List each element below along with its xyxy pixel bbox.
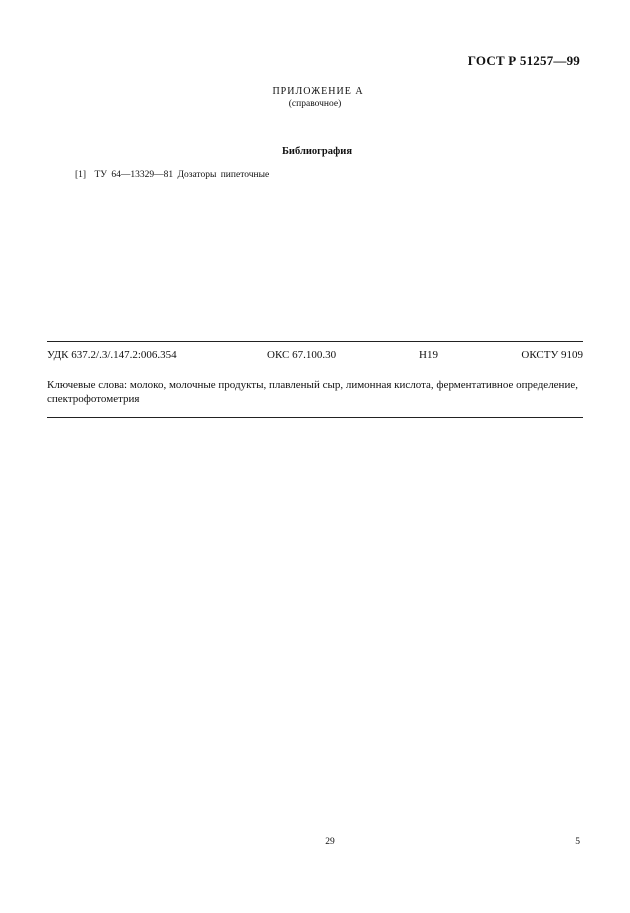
appendix-header bbox=[0, 86, 630, 110]
appendix-title: ПРИЛОЖЕНИЕ А bbox=[272, 86, 364, 97]
group-code: Н19 bbox=[419, 349, 438, 361]
bibliography-heading: Библиография bbox=[281, 146, 353, 157]
bibliography-ref-number: [1] bbox=[75, 170, 87, 180]
keywords-text: Ключевые слова: молоко, молочные продукты, плавленый сыр, лимонная кислота, ферментативное определение, спектрофотометрия bbox=[47, 379, 578, 405]
page-number-center: 29 bbox=[325, 837, 335, 847]
page-number-right: 5 bbox=[575, 837, 580, 847]
oks-code: ОКС 67.100.30 bbox=[267, 349, 337, 361]
top-divider bbox=[47, 341, 583, 342]
classification-row bbox=[47, 349, 583, 363]
bottom-divider bbox=[47, 417, 583, 418]
bibliography-item bbox=[75, 170, 269, 180]
document-code: ГОСТ Р 51257—99 bbox=[467, 53, 580, 68]
bibliography-ref-text: ТУ 64—13329—81 Дозаторы пипеточные bbox=[94, 170, 270, 180]
okstu-code: ОКСТУ 9109 bbox=[521, 349, 583, 361]
udk-code: УДК 637.2/.3/.147.2:006.354 bbox=[47, 349, 177, 361]
appendix-note: (справочное) bbox=[288, 99, 342, 109]
